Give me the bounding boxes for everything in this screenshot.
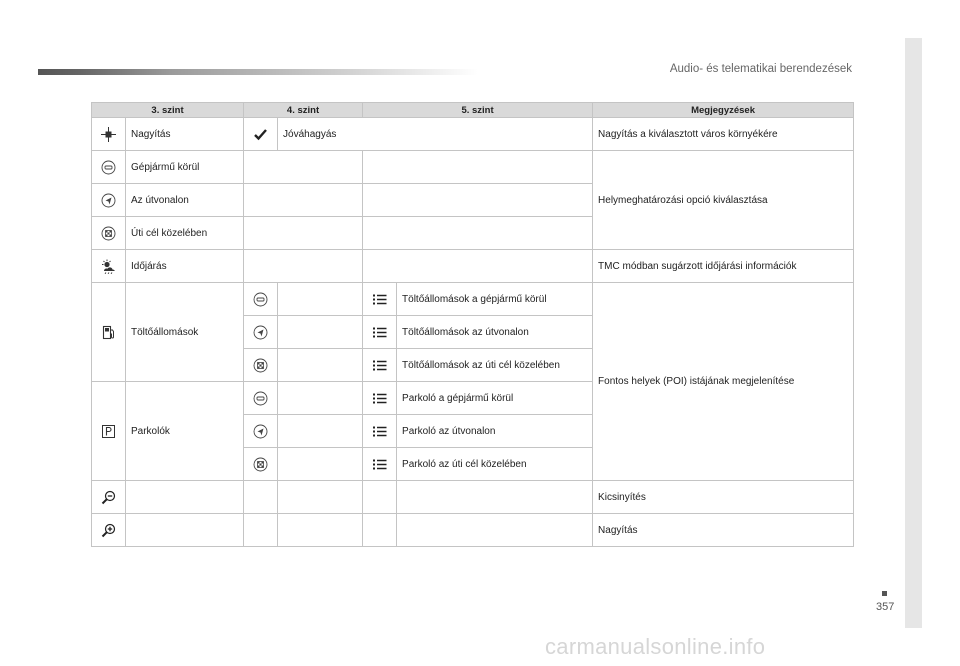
empty-cell [363,481,397,514]
note-zoom-city: Nagyítás a kiválasztott város környékére [593,118,854,151]
zoom-in-icon [92,514,126,547]
empty-cell [244,184,363,217]
empty-cell [244,481,278,514]
parking-icon [92,382,126,481]
table-row [92,481,854,514]
empty-cell [278,514,363,547]
empty-cell [278,448,363,481]
table-row [92,514,854,547]
table-row [92,151,854,184]
row-label-destination: Úti cél közelében [126,217,244,250]
empty-cell [363,514,397,547]
zoom-crosshair-icon [92,118,126,151]
table-row [92,283,854,316]
empty-cell [278,481,363,514]
empty-cell [126,481,244,514]
sub-item-label: Töltőállomások az útvonalon [397,316,593,349]
list-icon [363,283,397,316]
empty-cell [244,217,363,250]
empty-cell [363,217,593,250]
col-header-notes: Megjegyzések [593,103,854,118]
empty-cell [278,349,363,382]
page-number: 357 [876,601,895,613]
empty-cell [278,382,363,415]
empty-cell [363,250,593,283]
sub-item-label: Töltőállomások az úti cél közelében [397,349,593,382]
list-icon [363,349,397,382]
col-header-level3: 3. szint [92,103,244,118]
empty-cell [397,514,593,547]
row-l4-confirm: Jóváhagyás [278,118,593,151]
list-icon [363,415,397,448]
empty-cell [278,283,363,316]
sub-item-label: Töltőállomások a gépjármű körül [397,283,593,316]
empty-cell [278,316,363,349]
row-label-fuel-stations: Töltőállomások [126,283,244,382]
table-row [92,250,854,283]
row-label-vehicle: Gépjármű körül [126,151,244,184]
header-decor-bar [38,69,478,75]
row-label-parking: Parkolók [126,382,244,481]
destination-flag-icon [244,349,278,382]
empty-cell [244,250,363,283]
fuel-pump-icon [92,283,126,382]
list-icon [363,316,397,349]
checkmark-icon [244,118,278,151]
destination-flag-icon [92,217,126,250]
empty-cell [278,415,363,448]
side-strip [905,38,922,628]
list-icon [363,382,397,415]
destination-flag-icon [244,448,278,481]
empty-cell [244,151,363,184]
sub-item-label: Parkoló az útvonalon [397,415,593,448]
vehicle-icon [244,382,278,415]
zoom-out-icon [92,481,126,514]
vehicle-icon [92,151,126,184]
note-zoom-in: Nagyítás [593,514,854,547]
note-zoom-out: Kicsinyítés [593,481,854,514]
route-arrow-icon [244,415,278,448]
row-label-zoom: Nagyítás [126,118,244,151]
note-poi-list: Fontos helyek (POI) istájának megjelenítése [593,283,854,481]
weather-icon [92,250,126,283]
empty-cell [397,481,593,514]
watermark: carmanualsonline.info [545,634,766,659]
empty-cell [363,184,593,217]
row-label-weather: Időjárás [126,250,244,283]
empty-cell [244,514,278,547]
header-title: Audio- és telematikai berendezések [669,63,852,75]
route-arrow-icon [92,184,126,217]
note-location-option: Helymeghatározási opció kiválasztása [593,151,854,250]
sub-item-label: Parkoló az úti cél közelében [397,448,593,481]
empty-cell [363,151,593,184]
navigation-menu-table [91,102,854,547]
col-header-level5: 5. szint [363,103,593,118]
sub-item-label: Parkoló a gépjármű körül [397,382,593,415]
table-row [92,118,854,151]
row-label-route: Az útvonalon [126,184,244,217]
vehicle-icon [244,283,278,316]
list-icon [363,448,397,481]
page-marker [882,591,887,596]
table-header-row [92,103,854,118]
col-header-level4: 4. szint [244,103,363,118]
empty-cell [126,514,244,547]
route-arrow-icon [244,316,278,349]
note-weather-tmc: TMC módban sugárzott időjárási információk [593,250,854,283]
